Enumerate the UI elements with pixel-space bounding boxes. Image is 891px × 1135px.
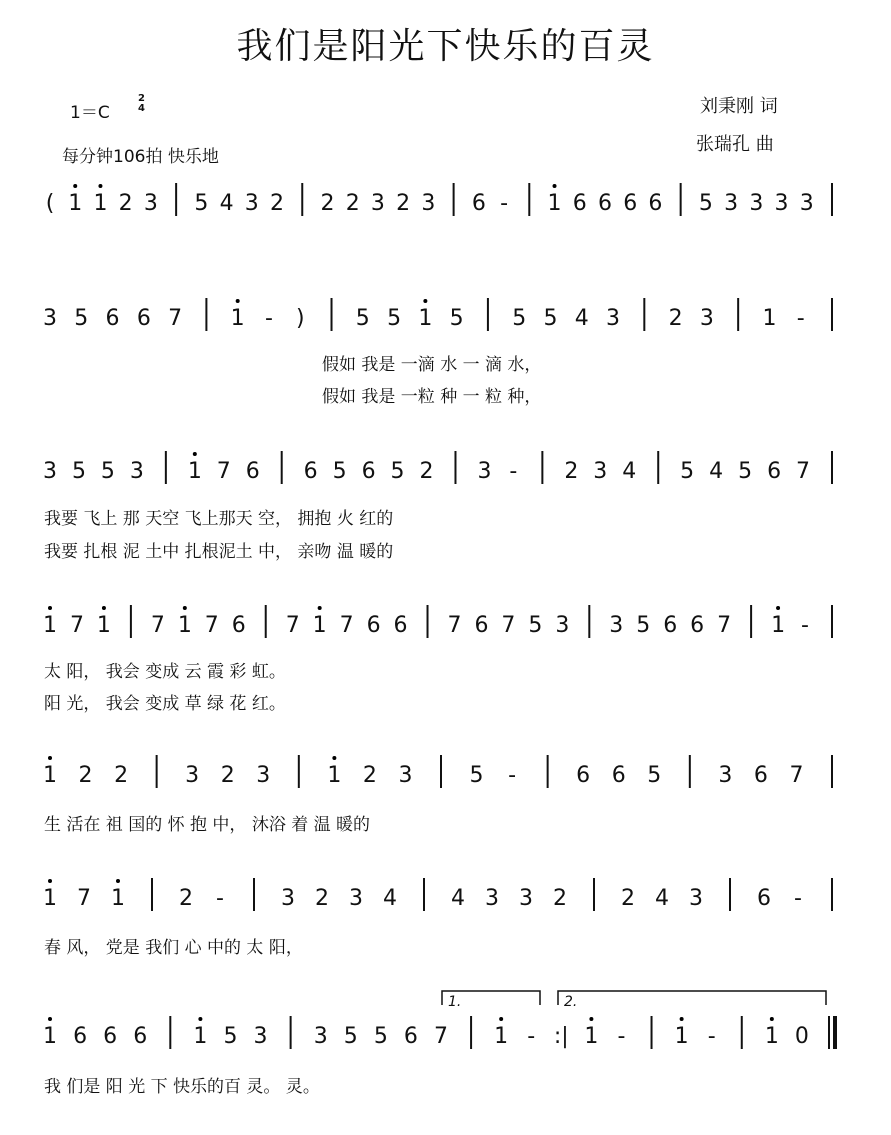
notation-symbol: -	[509, 459, 518, 484]
note: 3	[43, 306, 57, 331]
note: 5	[528, 613, 543, 638]
octave-dot	[553, 184, 557, 188]
octave-dot	[116, 879, 120, 883]
note: 5	[390, 459, 405, 484]
tempo-marking: 每分钟106拍 快乐地	[62, 147, 219, 167]
note: 6	[471, 191, 486, 216]
notation-symbol: -	[707, 1024, 716, 1049]
note: 1	[312, 613, 327, 638]
note: 1	[43, 1024, 57, 1049]
note: 7	[434, 1024, 448, 1049]
notation-symbol: -	[264, 306, 273, 331]
notation-symbol: -	[527, 1024, 536, 1049]
note: 3	[185, 763, 200, 788]
octave-dot	[332, 756, 336, 760]
note: 6	[105, 306, 120, 331]
note: 5	[332, 459, 347, 484]
note: 1	[68, 191, 83, 216]
note: 4	[574, 306, 589, 331]
note: 1	[494, 1024, 509, 1049]
lyric-line-2-verse-1: 假如 我是 一滴 水 一 滴 水，	[322, 355, 542, 375]
note: 2	[553, 886, 567, 911]
note: 3	[256, 763, 271, 788]
note: 6	[576, 763, 591, 788]
note: 0	[794, 1024, 809, 1049]
note: 2	[362, 763, 377, 788]
octave-dot	[102, 606, 106, 610]
note: 5	[343, 1024, 358, 1049]
notation-symbol: -	[617, 1024, 626, 1049]
octave-dot	[48, 1017, 52, 1021]
note: 6	[245, 459, 260, 484]
octave-dot	[236, 299, 240, 303]
note: 5	[680, 459, 695, 484]
note: 4	[383, 886, 397, 911]
time-sig-bottom: 4	[138, 103, 145, 114]
lyric-line-5: 生 活在 祖 国的 怀 抱 中， 沐浴 着 温 暖的	[44, 815, 371, 835]
note: 1	[177, 613, 192, 638]
key-signature: 1＝C	[70, 103, 110, 123]
note: 5	[387, 306, 402, 331]
note: 3	[699, 306, 714, 331]
note: 7	[339, 613, 354, 638]
note: 5	[738, 459, 753, 484]
note: 1	[43, 763, 57, 788]
octave-dot	[776, 606, 780, 610]
note: 4	[709, 459, 724, 484]
note: 3	[799, 191, 814, 216]
note: 6	[133, 1024, 148, 1049]
note: 5	[223, 1024, 238, 1049]
note: 6	[303, 459, 318, 484]
note: 5	[647, 763, 662, 788]
note: 1	[93, 191, 108, 216]
note: 1	[764, 1024, 779, 1049]
octave-dot	[770, 1017, 774, 1021]
note: 4	[219, 191, 234, 216]
note: 1	[771, 613, 786, 638]
note: 6	[231, 613, 246, 638]
note: 4	[655, 886, 669, 911]
note: 6	[690, 613, 705, 638]
notation-symbol: -	[216, 886, 224, 911]
note: 6	[136, 306, 151, 331]
note: 2	[564, 459, 579, 484]
note: 2	[270, 191, 285, 216]
note: 1	[111, 886, 125, 911]
note: 7	[69, 613, 84, 638]
note: 3	[370, 191, 385, 216]
lyric-line-3-verse-1: 我要 飞上 那 天空 飞上那天 空， 拥抱 火 红的	[44, 509, 394, 529]
note: 6	[403, 1024, 418, 1049]
note: 3	[485, 886, 499, 911]
note: 7	[285, 613, 300, 638]
lyricist-credit: 刘秉刚 词	[700, 96, 778, 117]
note: 1	[674, 1024, 689, 1049]
notation-symbol: -	[508, 763, 517, 788]
note: 5	[100, 459, 115, 484]
note: 6	[753, 763, 768, 788]
note: 5	[698, 191, 713, 216]
volta-label: 2.	[564, 994, 578, 1010]
note: 2	[621, 886, 635, 911]
octave-dot	[193, 452, 197, 456]
note: 1	[418, 306, 433, 331]
note: 3	[349, 886, 363, 911]
note: 2	[220, 763, 235, 788]
note: 6	[103, 1024, 118, 1049]
note: 2	[118, 191, 133, 216]
note: 5	[636, 613, 651, 638]
note: 7	[204, 613, 219, 638]
note: 7	[77, 886, 91, 911]
notation-symbol: :|	[553, 1024, 569, 1049]
volta-bracket	[558, 991, 826, 1005]
note: 3	[718, 763, 733, 788]
note: 5	[469, 763, 484, 788]
octave-dot	[48, 756, 52, 760]
song-title: 我们是阳光下快乐的百灵	[236, 26, 655, 67]
lyric-line-6: 春 风， 党是 我们 心 中的 太 阳，	[44, 938, 303, 958]
note: 6	[663, 613, 678, 638]
note: 6	[474, 613, 489, 638]
lyric-line-2-verse-2: 假如 我是 一粒 种 一 粒 种，	[322, 387, 542, 407]
lyric-line-4-verse-2: 阳 光， 我会 变成 草 绿 花 红。	[44, 694, 286, 714]
notation-symbol: -	[794, 886, 802, 911]
octave-dot	[183, 606, 187, 610]
octave-dot	[98, 184, 102, 188]
note: 3	[606, 306, 621, 331]
note: 3	[281, 886, 295, 911]
note: 7	[789, 763, 804, 788]
octave-dot	[48, 606, 52, 610]
note: 3	[129, 459, 144, 484]
notation-symbol: -	[796, 306, 805, 331]
note: 4	[622, 459, 637, 484]
note: 1	[584, 1024, 599, 1049]
note: 5	[449, 306, 464, 331]
note: 7	[168, 306, 183, 331]
time-sig-top: 2	[138, 93, 145, 104]
note: 1	[193, 1024, 208, 1049]
octave-dot	[680, 1017, 684, 1021]
note: 3	[593, 459, 608, 484]
note: 2	[179, 886, 193, 911]
note: 3	[555, 613, 570, 638]
note: 1	[547, 191, 562, 216]
note: 5	[194, 191, 209, 216]
volta-label: 1.	[448, 994, 462, 1010]
note: 1	[762, 306, 777, 331]
note: 2	[345, 191, 360, 216]
note: 6	[611, 763, 626, 788]
note: 1	[43, 886, 57, 911]
note: 5	[74, 306, 89, 331]
notation-symbol: -	[801, 613, 810, 638]
note: 3	[749, 191, 764, 216]
octave-dot	[198, 1017, 202, 1021]
note: 6	[648, 191, 663, 216]
note: 2	[668, 306, 683, 331]
note: 2	[419, 459, 434, 484]
note: 5	[373, 1024, 388, 1049]
note: 2	[78, 763, 93, 788]
note: 1	[187, 459, 202, 484]
note: 7	[796, 459, 811, 484]
notation-symbol: -	[500, 191, 509, 216]
octave-dot	[423, 299, 427, 303]
note: 3	[724, 191, 739, 216]
note: 2	[315, 886, 329, 911]
note: 3	[143, 191, 158, 216]
note: 5	[71, 459, 86, 484]
note: 3	[43, 459, 57, 484]
note: 3	[421, 191, 436, 216]
note: 3	[398, 763, 413, 788]
note: 2	[396, 191, 411, 216]
note: 6	[757, 886, 771, 911]
lyric-line-7: 我 们是 阳 光 下 快乐的百 灵。 灵。	[44, 1077, 320, 1097]
lyric-line-3-verse-2: 我要 扎根 泥 土中 扎根泥土 中， 亲吻 温 暖的	[44, 542, 394, 562]
note: 7	[447, 613, 462, 638]
notation-symbol: )	[295, 306, 305, 331]
octave-dot	[48, 879, 52, 883]
note: 1	[327, 763, 342, 788]
note: 6	[572, 191, 587, 216]
notation-symbol: (	[45, 191, 55, 216]
note: 6	[623, 191, 638, 216]
note: 3	[519, 886, 533, 911]
octave-dot	[589, 1017, 593, 1021]
note: 3	[477, 459, 492, 484]
note: 6	[393, 613, 408, 638]
note: 3	[244, 191, 259, 216]
note: 7	[216, 459, 231, 484]
note: 7	[501, 613, 516, 638]
octave-dot	[318, 606, 322, 610]
note: 1	[230, 306, 245, 331]
octave-dot	[499, 1017, 503, 1021]
note: 5	[543, 306, 558, 331]
note: 3	[609, 613, 624, 638]
note: 7	[717, 613, 732, 638]
octave-dot	[73, 184, 77, 188]
note: 5	[355, 306, 370, 331]
note: 4	[451, 886, 465, 911]
note: 3	[689, 886, 703, 911]
note: 2	[114, 763, 129, 788]
note: 6	[73, 1024, 88, 1049]
note: 3	[774, 191, 789, 216]
note: 6	[361, 459, 376, 484]
note: 3	[313, 1024, 328, 1049]
note: 7	[150, 613, 165, 638]
note: 2	[320, 191, 335, 216]
lyric-line-4-verse-1: 太 阳， 我会 变成 云 霞 彩 虹。	[44, 662, 286, 682]
note: 1	[96, 613, 111, 638]
composer-credit: 张瑞孔 曲	[696, 134, 774, 155]
note: 5	[512, 306, 527, 331]
note: 6	[597, 191, 612, 216]
note: 1	[43, 613, 57, 638]
note: 3	[253, 1024, 268, 1049]
note: 6	[767, 459, 782, 484]
note: 6	[366, 613, 381, 638]
